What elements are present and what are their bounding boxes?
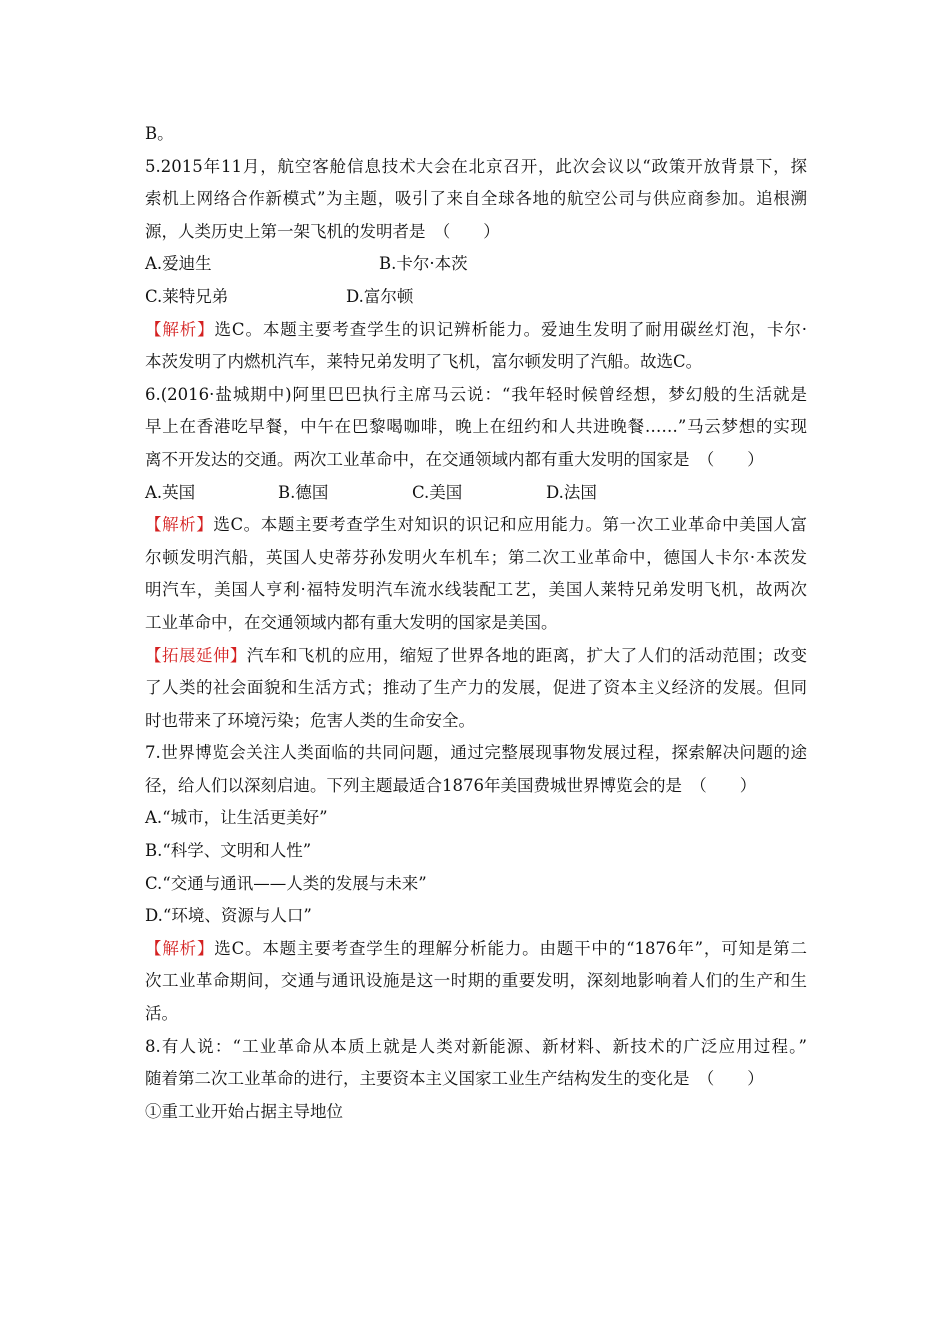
question-7-stem: 径，给人们以深刻启迪。下列主题最适合1876年美国费城世界博览会的是 （ ） [145,775,757,795]
analysis-text: 选C。本题主要考查学生的识记辨析能力。爱迪生发明了耐用碳丝灯泡，卡尔· [214,319,808,339]
q7-option-c: C.“交通与通讯——人类的发展与未来” [145,873,427,893]
analysis-tag: 【解析】 [145,938,215,958]
question-6-extension: 时也带来了环境污染；危害人类的生命安全。 [145,710,475,730]
question-8-stem: 8.有人说：“工业革命从本质上就是人类对新能源、新材料、新技术的广泛应用过程。” [145,1036,807,1056]
question-6-analysis: 明汽车，美国人亨利·福特发明汽车流水线装配工艺，美国人莱特兄弟发明飞机，故两次 [145,580,807,600]
question-6-options-row [145,477,807,510]
analysis-tag: 【解析】 [145,515,214,535]
answer-fragment: B。 [145,124,174,143]
question-7-stem: 7.世界博览会关注人类面临的共同问题，通过完整展现事物发展过程，探索解决问题的途 [145,743,807,763]
question-5-analysis [145,314,807,347]
question-5-stem: 索机上网络合作新模式”为主题，吸引了来自全球各地的航空公司与供应商参加。追根溯 [145,189,807,209]
extension-tag: 【拓展延伸】 [145,645,247,665]
q5-option-b: B.卡尔·本茨 [379,254,468,274]
question-7-analysis [145,933,807,966]
q6-option-d: D.法国 [546,482,597,502]
q8-statement-1: ①重工业开始占据主导地位 [145,1101,343,1121]
question-6-analysis [145,509,807,542]
analysis-tag: 【解析】 [145,319,215,339]
question-6-analysis: 尔顿发明汽船，英国人史蒂芬孙发明火车机车；第二次工业革命中，德国人卡尔·本茨发 [145,547,807,567]
question-5-options-row [145,248,807,281]
question-5-options-row [145,281,807,314]
question-7-analysis: 次工业革命期间，交通与通讯设施是这一时期的重要发明，深刻地影响着人们的生产和生 [145,971,807,991]
q7-option-a: A.“城市，让生活更美好” [145,808,328,828]
question-5-stem: 源，人类历史上第一架飞机的发明者是 （ ） [145,221,500,241]
question-5-analysis: 本茨发明了内燃机汽车，莱特兄弟发明了飞机，富尔顿发明了汽船。故选C。 [145,352,703,372]
q6-option-c: C.美国 [412,482,463,502]
q5-option-c: C.莱特兄弟 [145,286,229,306]
question-6-analysis: 工业革命中，在交通领域内都有重大发明的国家是美国。 [145,612,558,632]
question-6-stem: 早上在香港吃早餐，中午在巴黎喝咖啡，晚上在纽约和人共进晚餐……”马云梦想的实现 [145,417,807,437]
question-6-stem: 6.(2016·盐城期中)阿里巴巴执行主席马云说：“我年轻时候曾经想，梦幻般的生活就是 [145,384,807,404]
q7-option-d: D.“环境、资源与人口” [145,906,312,926]
question-8-stem: 随着第二次工业革命的进行，主要资本主义国家工业生产结构发生的变化是 （ ） [145,1069,764,1089]
analysis-text: 选C。本题主要考查学生对知识的识记和应用能力。第一次工业革命中美国人富 [213,515,808,535]
q6-option-b: B.德国 [278,482,329,502]
question-6-extension [145,640,807,673]
question-6-stem: 离不开发达的交通。两次工业革命中，在交通领域内都有重大发明的国家是 （ ） [145,449,764,469]
q7-option-b: B.“科学、文明和人性” [145,841,312,861]
q5-option-d: D.富尔顿 [346,286,414,306]
document-page [145,118,807,1128]
q6-option-a: A.英国 [145,482,196,502]
question-5-stem: 5.2015年11月，航空客舱信息技术大会在北京召开，此次会议以“政策开放背景下，探 [145,156,807,176]
q5-option-a: A.爱迪生 [145,254,212,274]
extension-text: 汽车和飞机的应用，缩短了世界各地的距离，扩大了人们的活动范围；改变 [246,645,808,665]
question-6-extension: 了人类的社会面貌和生活方式；推动了生产力的发展，促进了资本主义经济的发展。但同 [145,678,807,698]
question-7-analysis: 活。 [145,1004,178,1024]
analysis-text: 选C。本题主要考查学生的理解分析能力。由题干中的“1876年”，可知是第二 [214,938,807,958]
